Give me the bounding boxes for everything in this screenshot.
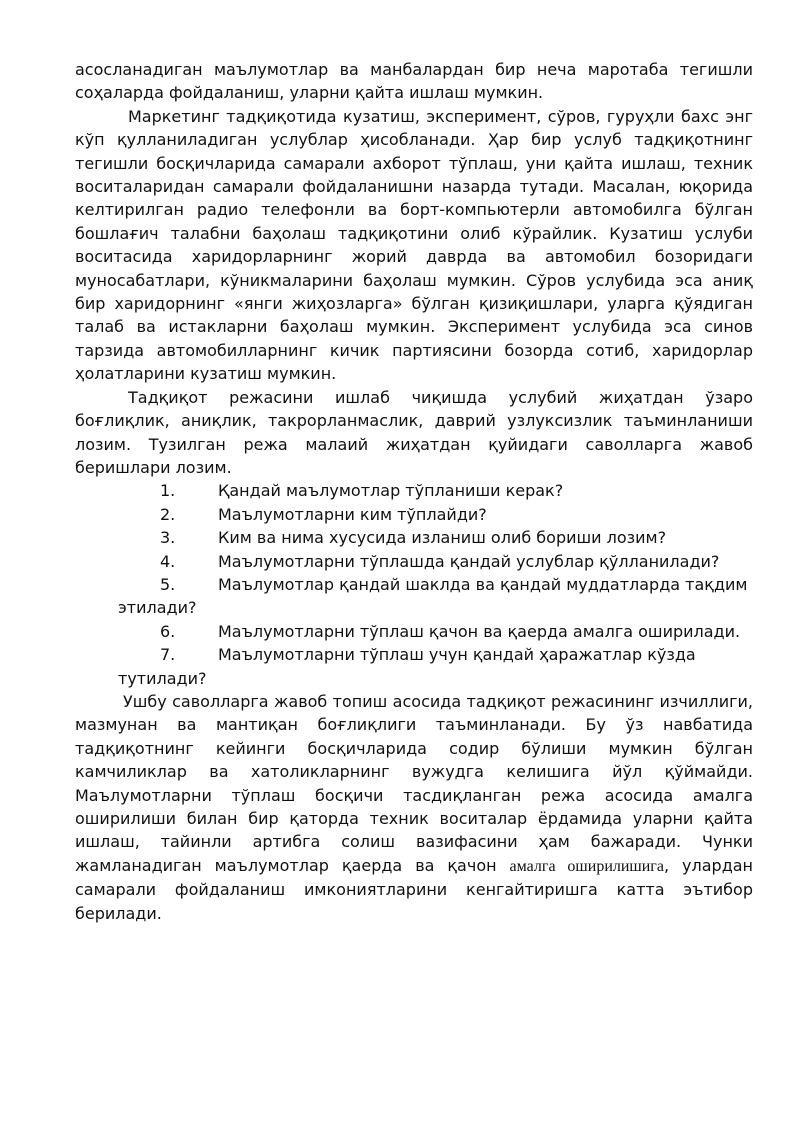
paragraph-2: Маркетинг тадқиқотида кузатиш, эксперимент, сўров, гуруҳли бахс энг кўп қулланиладиган услублар ҳисобланади. Ҳар бир услуб тадқиқотнинг тегишли босқичларида самарали ахборот тўплаш, уни қайта ишлаш, техник воситаларидан самарали фойдаланишни назарда тутади. Масалан, юқорида келтирилган радио телефонли ва борт-компьютерли автомобилга бўлган бошлағич талабни баҳолаш тадқиқотини олиб кўрайлик. Кузатиш услуби воситасида харидорларнинг жорий даврда ва автомобил бозоридаги муносабатлари, кўникмаларини баҳолаш мумкин. Сўров услубида эса аниқ бир харидорнинг «янги жиҳозларга» бўлган қизиқишлари, уларга қўядиган талаб ва истакларни баҳолаш мумкин. Эксперимент услубида эса синов тарзида автомобилларнинг кичик партиясини бозорда сотиб, харидорлар ҳолатларини кузатиш мумкин. bbox=[75, 106, 753, 384]
list-item-number: 5. bbox=[160, 574, 176, 594]
list-item-text: Маълумотларни тўплашда қандай услублар қўлланилади? bbox=[218, 551, 720, 571]
list-item bbox=[75, 620, 753, 643]
list-item-text: Маълумотларни тўплаш қачон ва қаерда амалга оширилади. bbox=[218, 621, 741, 641]
paragraph-4-serif-fragment: амалга оширилишига bbox=[509, 857, 664, 875]
paragraph-3: Тадқиқот режасини ишлаб чиқишда услубий жиҳатдан ўзаро боғлиқлик, аниқлик, такрорланмаслик, даврий узлуксизлик таъминланиши лозим. Тузилган режа малаий жиҳатдан қуйидаги саволларга жавоб беришлари лозим. bbox=[75, 387, 753, 477]
list-item-text-continuation: тутилади? bbox=[118, 668, 207, 688]
list-item-text: Ким ва нима хусусида изланиш олиб бориши лозим? bbox=[218, 528, 667, 548]
list-item bbox=[75, 479, 753, 502]
list-item-number: 7. bbox=[160, 645, 176, 665]
list-item-number: 2. bbox=[160, 504, 176, 524]
list-item bbox=[75, 573, 753, 620]
list-item bbox=[75, 503, 753, 526]
paragraph-1: асосланадиган маълумотлар ва манбалардан бир неча маротаба тегишли соҳаларда фойдаланиш, уларни қайта ишлаш мумкин. bbox=[75, 60, 753, 103]
list-item-text: Маълумотларни ким тўплайди? bbox=[218, 504, 487, 524]
paragraph-4-text: Ушбу саволларга жавоб топиш асосида тадқиқот режасининг изчиллиги, мазмунан ва мантиқан боғлиқлиги таъминланади. Бу ўз навбатида тадқиқотнинг кейинги босқичларида содир бўлиши мумкин бўлган камчиликлар ва хатоликларнинг вужудга келишига йўл қўймайди. Маълумотларни тўплаш босқичи тасдиқланган режа асосида амалга оширилиши билан бир қаторда техник воситалар ёрдамида уларни қайта ишлаш, тайинли артибга солиш вазифасини ҳам бажаради. Чунки жамланадиган маълумотлар қаерда ва қачон bbox=[75, 691, 753, 875]
list-item bbox=[75, 526, 753, 549]
list-item bbox=[75, 643, 753, 690]
list-item-number: 3. bbox=[160, 528, 176, 548]
list-item-text: Маълумотларни тўплаш учун қандай ҳаражатлар кўзда bbox=[218, 645, 696, 665]
list-item-number: 6. bbox=[160, 621, 176, 641]
questions-list bbox=[75, 479, 753, 690]
document-page bbox=[75, 58, 753, 925]
list-item-text: Қандай маълумотлар тўпланиши керак? bbox=[218, 481, 564, 501]
paragraph-4-text-end: , улардан самарали фойдаланиш имкониятларини кенгайтиришга катта эътибор берилади. bbox=[75, 855, 754, 923]
list-item-number: 1. bbox=[160, 481, 176, 501]
paragraph-4 bbox=[75, 690, 753, 925]
list-item-text: Маълумотлар қандай шаклда ва қандай муддатларда тақдим bbox=[218, 574, 748, 594]
list-item-number: 4. bbox=[160, 551, 176, 571]
list-item-text-continuation: этилади? bbox=[118, 598, 197, 618]
list-item bbox=[75, 550, 753, 573]
